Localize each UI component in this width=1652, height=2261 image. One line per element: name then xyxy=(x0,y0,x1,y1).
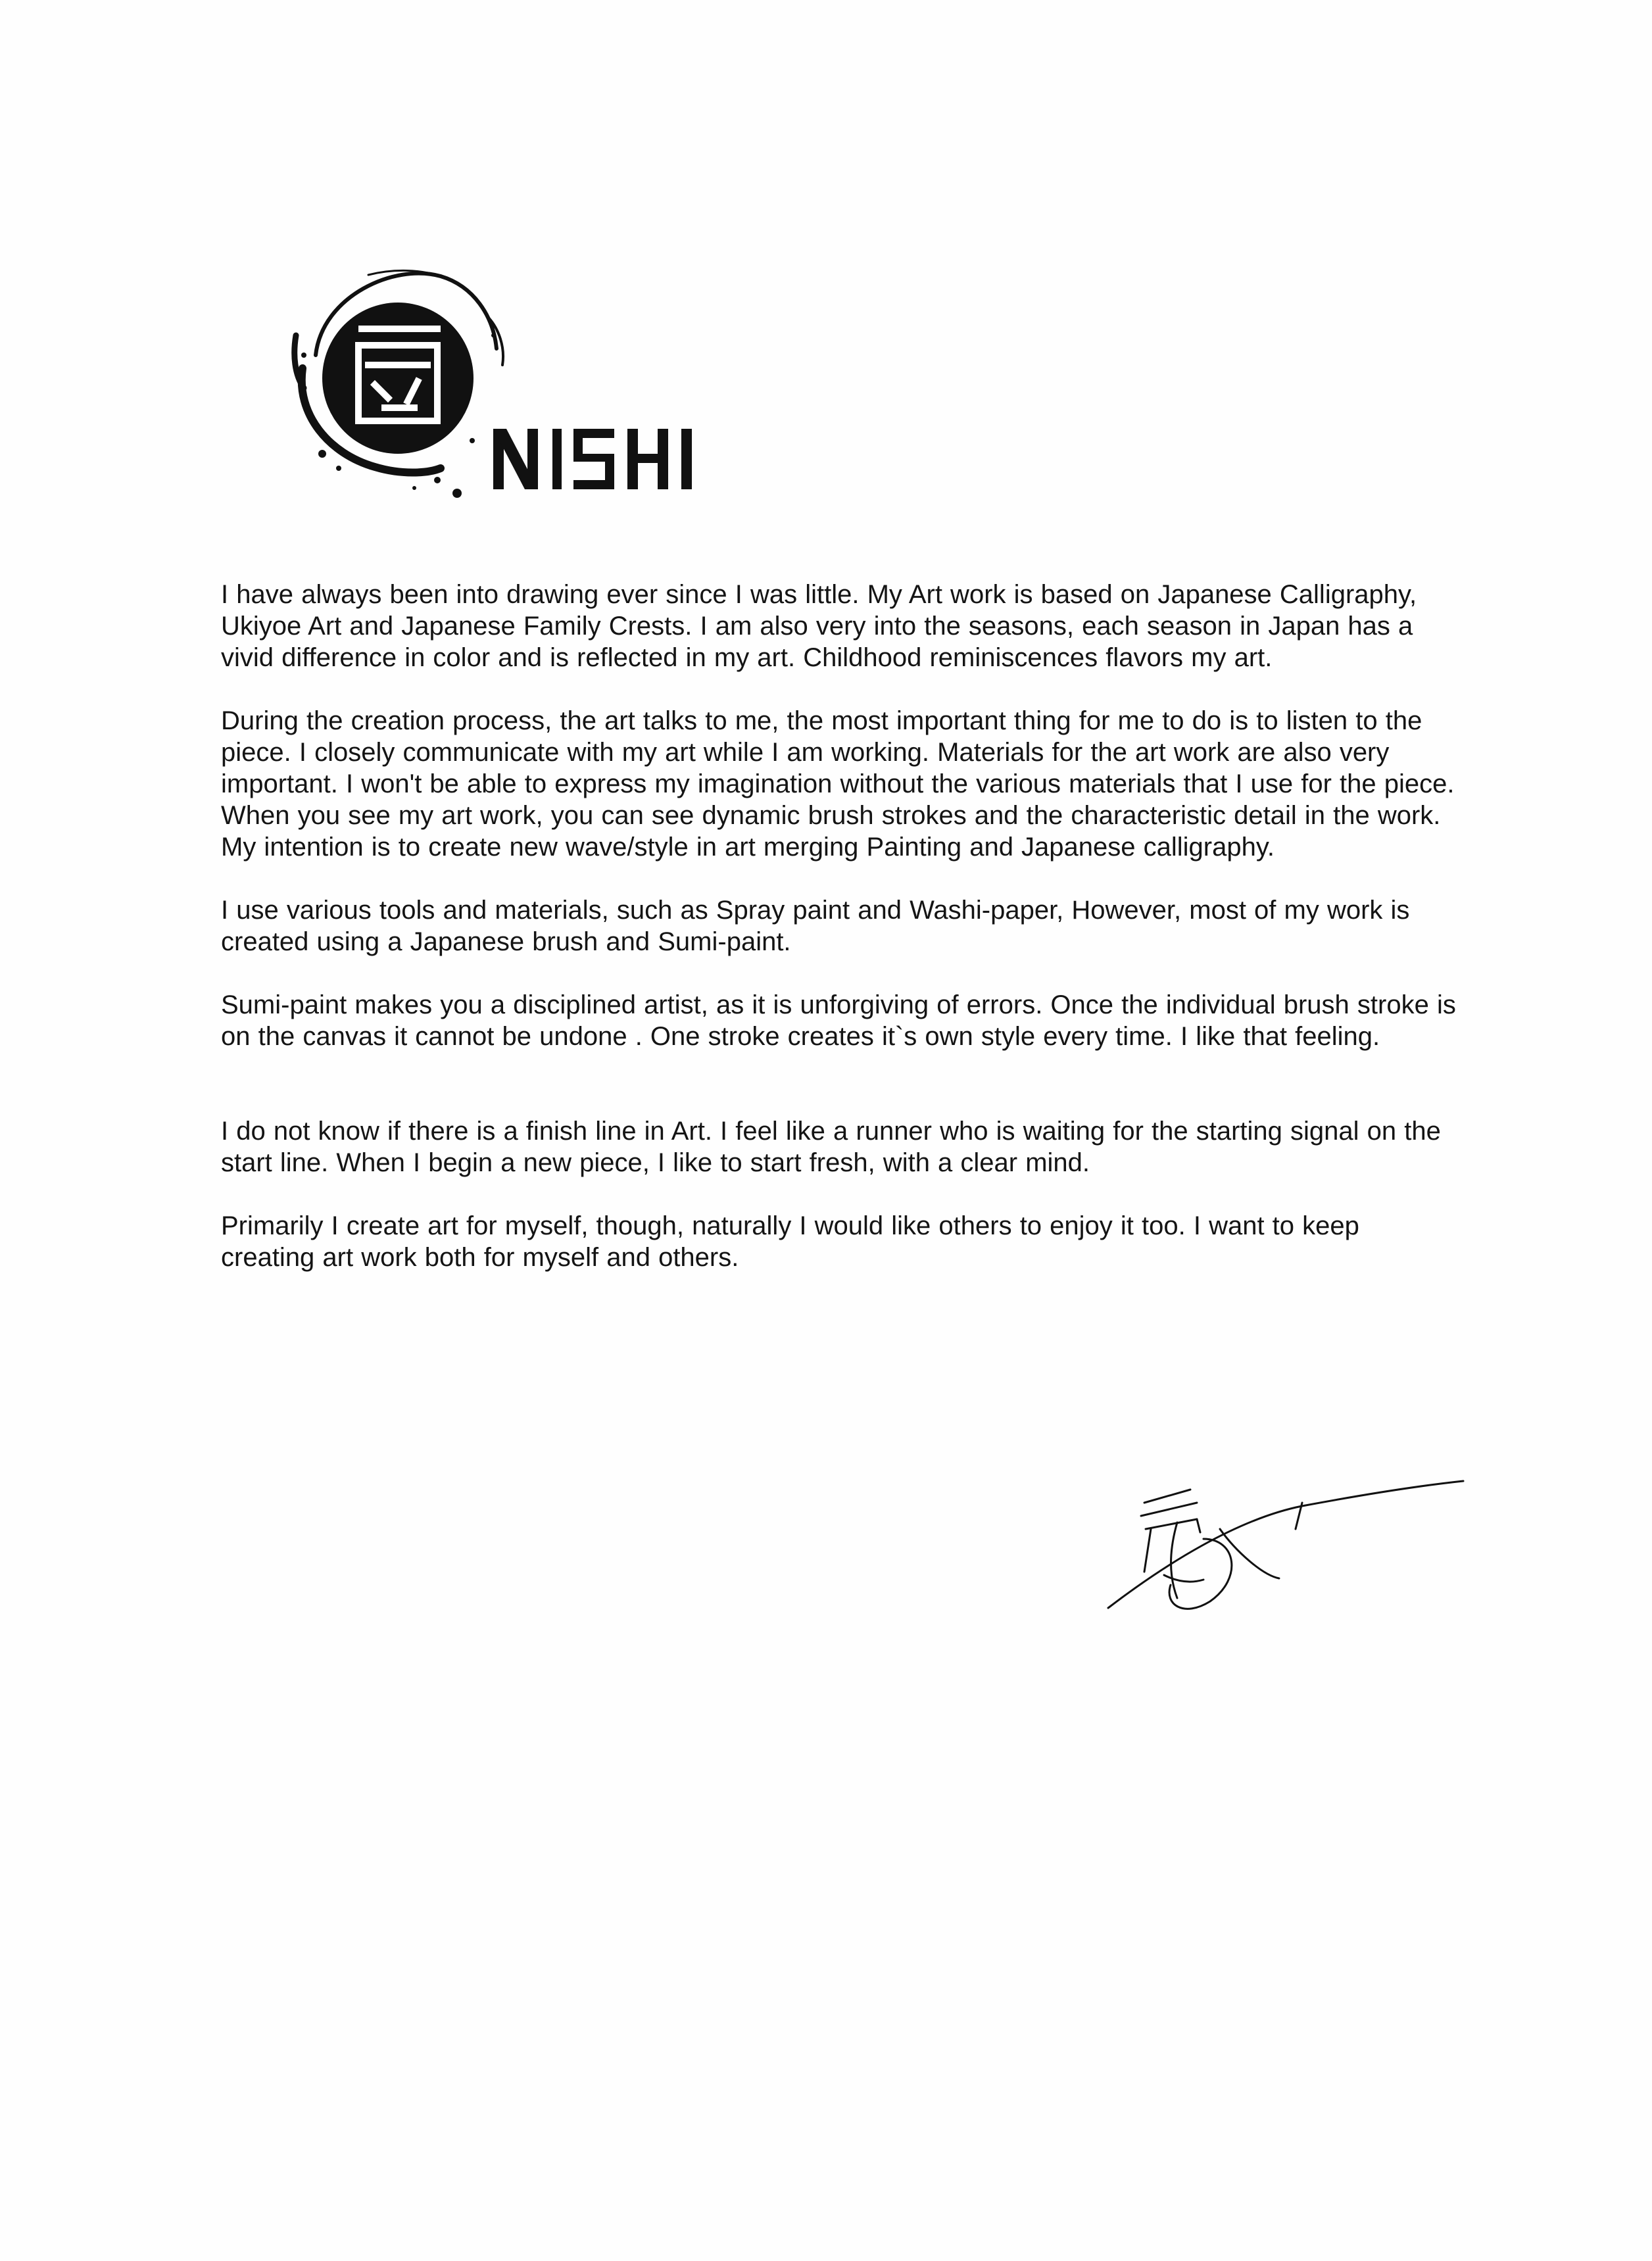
statement-paragraph: I have always been into drawing ever since I was little. My Art work is based on Japanese Calligraphy, Ukiyoe Art and Japanese Family Crests. I am also very into the seasons, each season in Japan has a vivid difference in color and is reflected in my art. Childhood reminiscences flavors my art. xyxy=(221,580,1417,672)
statement-paragraph: I use various tools and materials, such as Spray paint and Washi-paper, However, most of my work is created using a Japanese brush and Sumi-paint. xyxy=(221,896,1410,956)
statement-paragraph: Primarily I create art for myself, though, naturally I would like others to enjoy it too. I want to keep creating art work both for myself and others. xyxy=(221,1211,1359,1272)
handwritten-signature-icon xyxy=(1105,1467,1473,1624)
statement-paragraph: During the creation process, the art talks to me, the most important thing for me to do is to listen to the piece. I closely communicate with my art while I am working. Materials for the art work are also very important. I won't be able to express my imagination without the various materials that I use for the piece. When you see my art work, you can see dynamic brush strokes and the characteristic detail in the work. My intention is to create new wave/style in art merging Painting and Japanese calligraphy. xyxy=(221,706,1455,862)
statement-paragraph: I do not know if there is a finish line in Art. I feel like a runner who is waiting for the starting signal on the start line. When I begin a new piece, I like to start fresh, with a clear mind. xyxy=(221,1117,1441,1177)
nishi-logo xyxy=(276,256,750,513)
ink-enso-seal-icon xyxy=(276,256,750,513)
statement-paragraph: Sumi-paint makes you a disciplined artist, as it is unforgiving of errors. Once the individual brush stroke is on the canvas it cannot be undone . One stroke creates it`s own style every time. I like that feeling. xyxy=(221,990,1456,1051)
artist-statement xyxy=(221,579,1457,1273)
artist-signature xyxy=(1105,1467,1473,1624)
